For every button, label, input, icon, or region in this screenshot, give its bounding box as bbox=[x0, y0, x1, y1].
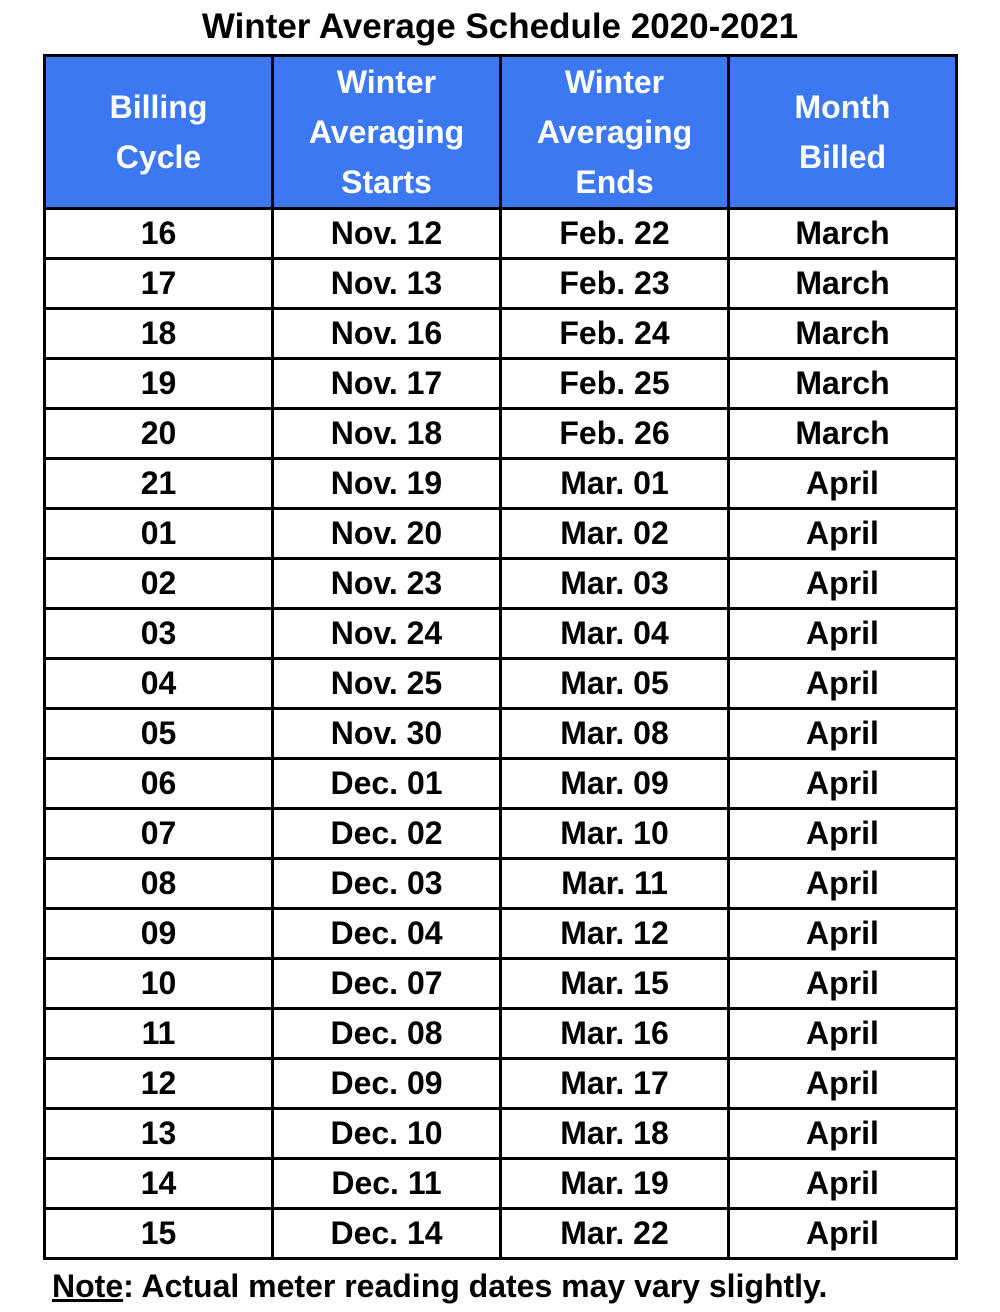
cell-billing-cycle: 18 bbox=[45, 309, 273, 359]
cell-month-billed: April bbox=[729, 1159, 957, 1209]
cell-billing-cycle: 17 bbox=[45, 259, 273, 309]
table-row bbox=[45, 759, 957, 809]
note-text: : Actual meter reading dates may vary slightly. bbox=[123, 1268, 828, 1304]
cell-averaging-ends: Mar. 02 bbox=[501, 509, 729, 559]
header-billing-cycle-label: Billing Cycle bbox=[109, 89, 208, 175]
cell-averaging-ends: Mar. 17 bbox=[501, 1059, 729, 1109]
cell-month-billed: April bbox=[729, 1009, 957, 1059]
table-row bbox=[45, 459, 957, 509]
cell-billing-cycle: 10 bbox=[45, 959, 273, 1009]
footnote bbox=[52, 1266, 827, 1306]
header-averaging-starts bbox=[273, 56, 501, 209]
cell-month-billed: April bbox=[729, 1109, 957, 1159]
cell-averaging-ends: Feb. 22 bbox=[501, 209, 729, 259]
header-month-billed-label: Month Billed bbox=[794, 89, 891, 175]
cell-month-billed: April bbox=[729, 1209, 957, 1259]
table-row bbox=[45, 509, 957, 559]
table-row bbox=[45, 909, 957, 959]
cell-month-billed: April bbox=[729, 459, 957, 509]
table-row bbox=[45, 959, 957, 1009]
winter-average-schedule-table bbox=[43, 54, 958, 1260]
cell-billing-cycle: 07 bbox=[45, 809, 273, 859]
cell-averaging-starts: Dec. 02 bbox=[273, 809, 501, 859]
header-averaging-ends-label: Winter Averaging Ends bbox=[536, 64, 693, 200]
cell-averaging-ends: Feb. 24 bbox=[501, 309, 729, 359]
cell-averaging-starts: Dec. 07 bbox=[273, 959, 501, 1009]
cell-averaging-starts: Nov. 19 bbox=[273, 459, 501, 509]
cell-averaging-ends: Feb. 23 bbox=[501, 259, 729, 309]
table-header-row bbox=[45, 56, 957, 209]
cell-billing-cycle: 13 bbox=[45, 1109, 273, 1159]
table-row bbox=[45, 859, 957, 909]
cell-averaging-starts: Nov. 20 bbox=[273, 509, 501, 559]
cell-month-billed: March bbox=[729, 359, 957, 409]
cell-averaging-ends: Mar. 18 bbox=[501, 1109, 729, 1159]
cell-averaging-ends: Mar. 08 bbox=[501, 709, 729, 759]
cell-month-billed: April bbox=[729, 909, 957, 959]
cell-month-billed: April bbox=[729, 559, 957, 609]
cell-averaging-ends: Mar. 10 bbox=[501, 809, 729, 859]
table-row bbox=[45, 1159, 957, 1209]
cell-averaging-starts: Dec. 09 bbox=[273, 1059, 501, 1109]
cell-averaging-starts: Dec. 04 bbox=[273, 909, 501, 959]
cell-averaging-starts: Nov. 17 bbox=[273, 359, 501, 409]
cell-averaging-starts: Dec. 03 bbox=[273, 859, 501, 909]
cell-averaging-starts: Nov. 25 bbox=[273, 659, 501, 709]
header-billing-cycle bbox=[45, 56, 273, 209]
cell-month-billed: March bbox=[729, 259, 957, 309]
cell-month-billed: April bbox=[729, 1059, 957, 1109]
table-row bbox=[45, 209, 957, 259]
cell-averaging-starts: Nov. 13 bbox=[273, 259, 501, 309]
cell-averaging-ends: Mar. 03 bbox=[501, 559, 729, 609]
cell-billing-cycle: 14 bbox=[45, 1159, 273, 1209]
table-row bbox=[45, 1009, 957, 1059]
cell-billing-cycle: 15 bbox=[45, 1209, 273, 1259]
cell-billing-cycle: 02 bbox=[45, 559, 273, 609]
cell-month-billed: April bbox=[729, 759, 957, 809]
cell-averaging-starts: Nov. 24 bbox=[273, 609, 501, 659]
cell-averaging-ends: Mar. 19 bbox=[501, 1159, 729, 1209]
table-row bbox=[45, 259, 957, 309]
cell-month-billed: March bbox=[729, 409, 957, 459]
cell-averaging-ends: Mar. 09 bbox=[501, 759, 729, 809]
cell-averaging-ends: Mar. 15 bbox=[501, 959, 729, 1009]
cell-billing-cycle: 05 bbox=[45, 709, 273, 759]
cell-billing-cycle: 08 bbox=[45, 859, 273, 909]
cell-averaging-ends: Feb. 25 bbox=[501, 359, 729, 409]
table-row bbox=[45, 359, 957, 409]
cell-averaging-starts: Nov. 23 bbox=[273, 559, 501, 609]
cell-averaging-starts: Dec. 11 bbox=[273, 1159, 501, 1209]
table-row bbox=[45, 1209, 957, 1259]
cell-billing-cycle: 09 bbox=[45, 909, 273, 959]
cell-billing-cycle: 19 bbox=[45, 359, 273, 409]
cell-averaging-starts: Dec. 08 bbox=[273, 1009, 501, 1059]
cell-averaging-ends: Feb. 26 bbox=[501, 409, 729, 459]
cell-averaging-ends: Mar. 11 bbox=[501, 859, 729, 909]
cell-billing-cycle: 12 bbox=[45, 1059, 273, 1109]
cell-billing-cycle: 20 bbox=[45, 409, 273, 459]
cell-month-billed: April bbox=[729, 609, 957, 659]
cell-averaging-ends: Mar. 04 bbox=[501, 609, 729, 659]
table-row bbox=[45, 809, 957, 859]
cell-averaging-starts: Dec. 10 bbox=[273, 1109, 501, 1159]
table-row bbox=[45, 609, 957, 659]
cell-averaging-ends: Mar. 05 bbox=[501, 659, 729, 709]
table-row bbox=[45, 1059, 957, 1109]
cell-month-billed: April bbox=[729, 959, 957, 1009]
cell-averaging-ends: Mar. 12 bbox=[501, 909, 729, 959]
table-body bbox=[45, 209, 957, 1259]
cell-month-billed: April bbox=[729, 709, 957, 759]
cell-averaging-ends: Mar. 22 bbox=[501, 1209, 729, 1259]
cell-month-billed: April bbox=[729, 859, 957, 909]
note-label: Note bbox=[52, 1268, 124, 1304]
cell-month-billed: April bbox=[729, 509, 957, 559]
cell-averaging-ends: Mar. 01 bbox=[501, 459, 729, 509]
cell-billing-cycle: 01 bbox=[45, 509, 273, 559]
cell-averaging-ends: Mar. 16 bbox=[501, 1009, 729, 1059]
cell-billing-cycle: 16 bbox=[45, 209, 273, 259]
cell-averaging-starts: Nov. 18 bbox=[273, 409, 501, 459]
cell-billing-cycle: 11 bbox=[45, 1009, 273, 1059]
cell-averaging-starts: Dec. 01 bbox=[273, 759, 501, 809]
cell-averaging-starts: Nov. 16 bbox=[273, 309, 501, 359]
cell-averaging-starts: Dec. 14 bbox=[273, 1209, 501, 1259]
header-averaging-ends bbox=[501, 56, 729, 209]
cell-month-billed: April bbox=[729, 809, 957, 859]
table-row bbox=[45, 409, 957, 459]
cell-billing-cycle: 06 bbox=[45, 759, 273, 809]
table-row bbox=[45, 709, 957, 759]
cell-billing-cycle: 04 bbox=[45, 659, 273, 709]
document-title: Winter Average Schedule 2020-2021 bbox=[201, 7, 799, 46]
cell-month-billed: March bbox=[729, 209, 957, 259]
table-row bbox=[45, 559, 957, 609]
cell-billing-cycle: 03 bbox=[45, 609, 273, 659]
cell-billing-cycle: 21 bbox=[45, 459, 273, 509]
cell-month-billed: March bbox=[729, 309, 957, 359]
cell-averaging-starts: Nov. 30 bbox=[273, 709, 501, 759]
cell-month-billed: April bbox=[729, 659, 957, 709]
table-row bbox=[45, 659, 957, 709]
header-month-billed bbox=[729, 56, 957, 209]
header-averaging-starts-label: Winter Averaging Starts bbox=[308, 64, 465, 200]
table-row bbox=[45, 309, 957, 359]
cell-averaging-starts: Nov. 12 bbox=[273, 209, 501, 259]
table-row bbox=[45, 1109, 957, 1159]
